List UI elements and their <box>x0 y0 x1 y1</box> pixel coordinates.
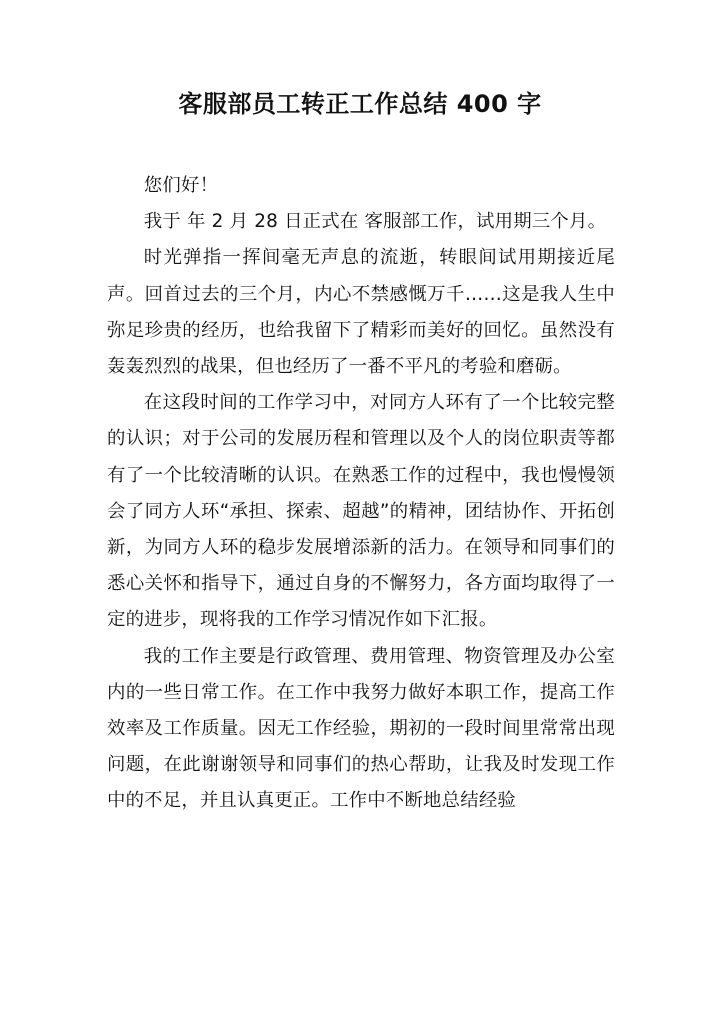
document-title: 客服部员工转正工作总结 400 字 <box>178 90 542 118</box>
paragraph-greeting: 您们好！ <box>143 175 219 196</box>
document-body <box>107 168 615 820</box>
paragraph-start-date: 我于 年 2 月 28 日正式在 客服部工作，试用期三个月。 <box>143 211 607 233</box>
paragraph-reflection: 时光弹指一挥间毫无声息的流逝，转眼间试用期接近尾声。回首过去的三个月，内心不禁感慨万千……这是我人生中弥足珍贵的经历，也给我留下了精彩而美好的回忆。虽然没有轰轰烈烈的战果，但也经历了一番不平凡的考验和磨砺。 <box>107 247 615 378</box>
paragraph-understanding: 在这段时间的工作学习中，对同方人环有了一个比较完整的认识；对于公司的发展历程和管理以及个人的岗位职责等都有了一个比较清晰的认识。在熟悉工作的过程中，我也慢慢领会了同方人环“承担、探索、超越”的精神，团结协作、开拓创新，为同方人环的稳步发展增添新的活力。在领导和同事们的悉心关怀和指导下，通过自身的不懈努力，各方面均取得了一定的进步，现将我的工作学习情况作如下汇报。 <box>107 392 615 631</box>
paragraph-duties: 我的工作主要是行政管理、费用管理、物资管理及办公室内的一些日常工作。在工作中我努力做好本职工作，提高工作效率及工作质量。因无工作经验，期初的一段时间里常常出现问题，在此谢谢领导和同事们的热心帮助，让我及时发现工作中的不足，并且认真更正。工作中不断地总结经验 <box>107 645 615 812</box>
